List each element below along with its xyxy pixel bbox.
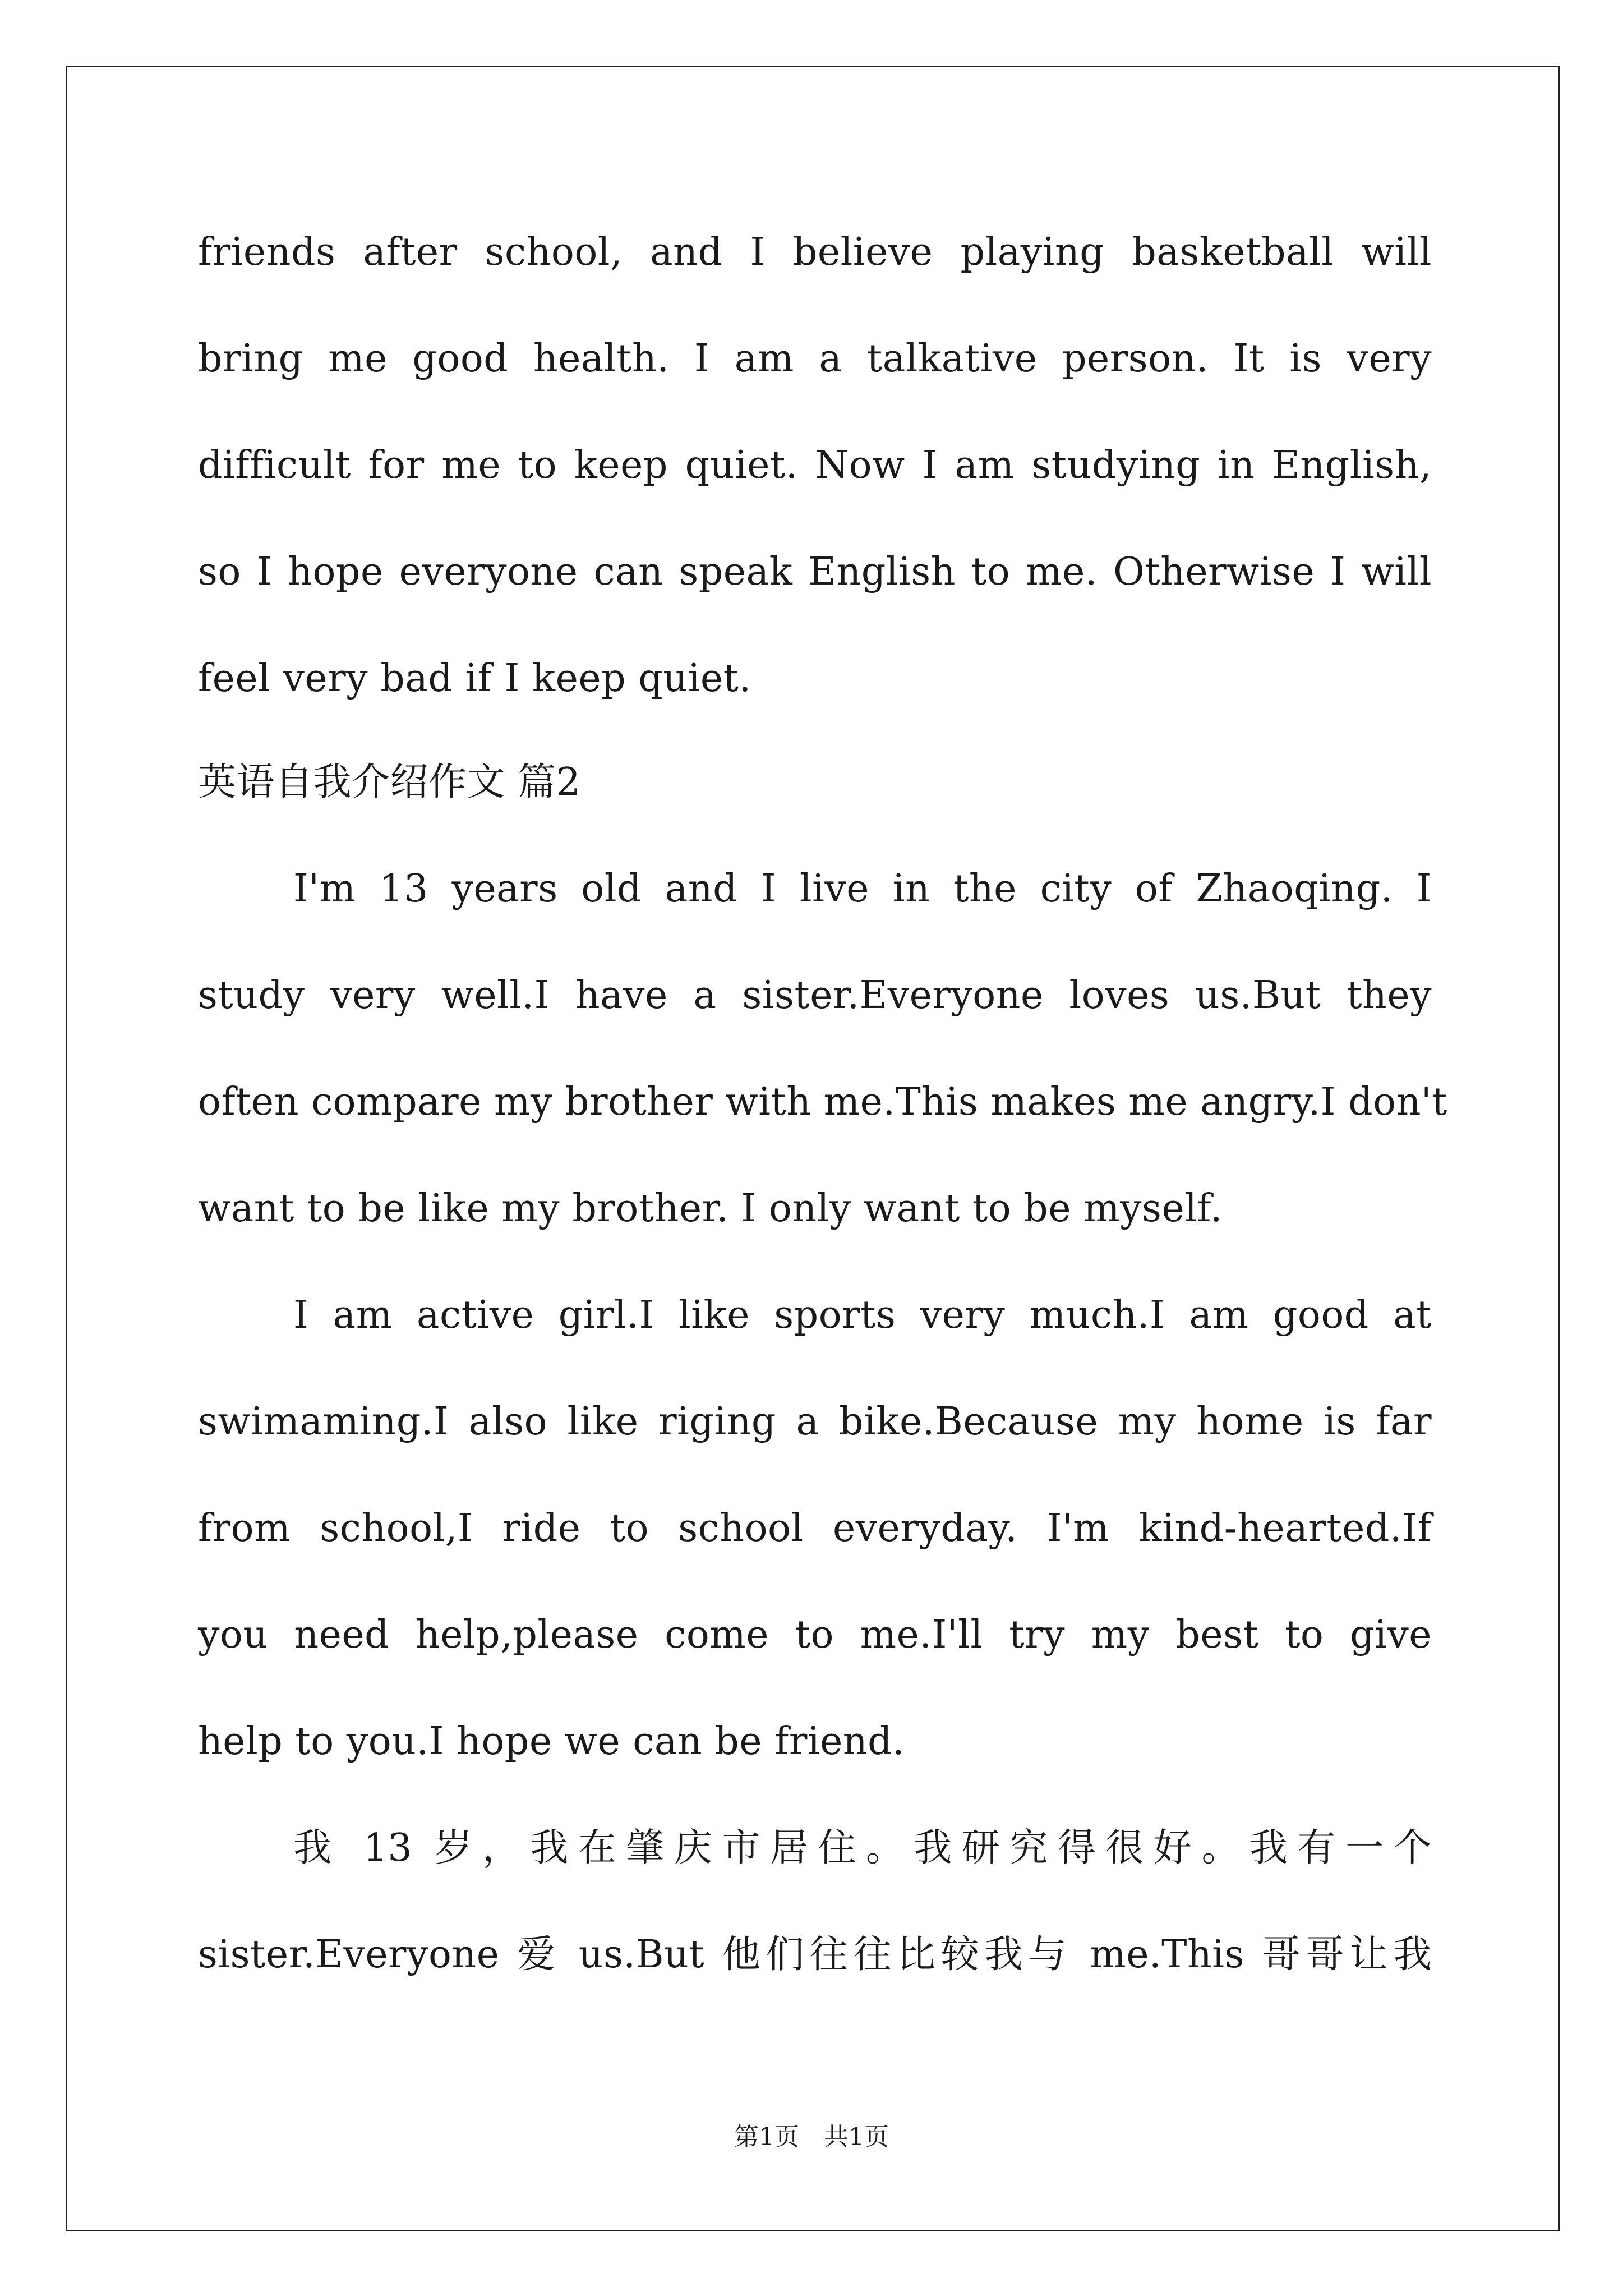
text-line: I'm 13 years old and I live in the city of Zhaoqing. I bbox=[293, 867, 1432, 911]
text-line: bring me good health. I am a talkative person. It is very bbox=[198, 337, 1432, 381]
text-line: sister.Everyone 爱 us.But 他们往往比较我与 me.This 哥哥让我 bbox=[198, 1932, 1432, 1977]
text-line: want to be like my brother. I only want to be myself. bbox=[198, 1186, 1223, 1231]
text-line: study very well.I have a sister.Everyone loves us.But they bbox=[198, 973, 1432, 1018]
page-number-footer: 第1页 共1页 bbox=[734, 2123, 889, 2151]
text-line: so I hope everyone can speak English to me. Otherwise I will bbox=[198, 550, 1432, 594]
text-line: swimaming.I also like riging a bike.Because my home is far bbox=[198, 1400, 1432, 1444]
text-line: feel very bad if I keep quiet. bbox=[198, 656, 751, 701]
text-line: from school,I ride to school everyday. I'm kind-hearted.If bbox=[198, 1506, 1432, 1550]
text-line: I am active girl.I like sports very much.I am good at bbox=[293, 1293, 1432, 1337]
text-line: difficult for me to keep quiet. Now I am studying in English, bbox=[198, 443, 1432, 487]
text-line: often compare my brother with me.This makes me angry.I don't bbox=[198, 1080, 1447, 1124]
page-border bbox=[66, 66, 1560, 2231]
text-line: 我 13 岁，我在肇庆市居住。我研究得很好。我有一个 bbox=[293, 1826, 1432, 1870]
text-line: help to you.I hope we can be friend. bbox=[198, 1719, 905, 1764]
section-heading: 英语自我介绍作文 篇2 bbox=[198, 760, 581, 804]
text-line: friends after school, and I believe playing basketball will bbox=[198, 230, 1432, 274]
text-line: you need help,please come to me.I'll try my best to give bbox=[198, 1613, 1432, 1657]
